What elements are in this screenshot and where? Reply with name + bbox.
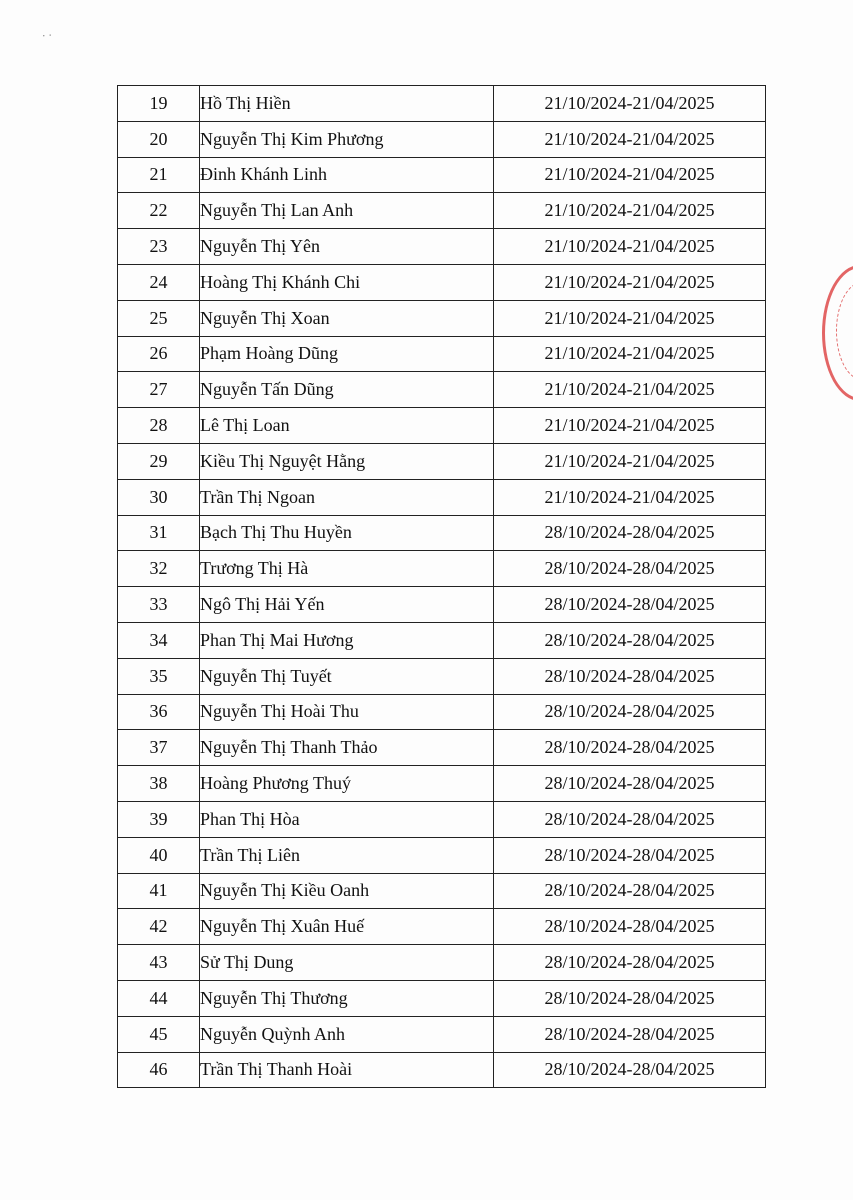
- table-row: [118, 551, 766, 587]
- full-name-cell: Nguyễn Thị Xoan: [200, 300, 494, 336]
- full-name-cell: Sử Thị Dung: [200, 945, 494, 981]
- period-cell: 21/10/2024-21/04/2025: [494, 372, 766, 408]
- table-row: [118, 587, 766, 623]
- row-number-cell: 41: [118, 873, 200, 909]
- period-cell: 21/10/2024-21/04/2025: [494, 408, 766, 444]
- period-cell: 28/10/2024-28/04/2025: [494, 873, 766, 909]
- table-row: [118, 264, 766, 300]
- table-row: [118, 1016, 766, 1052]
- period-cell: 28/10/2024-28/04/2025: [494, 694, 766, 730]
- full-name-cell: Nguyễn Thị Hoài Thu: [200, 694, 494, 730]
- table-row: [118, 837, 766, 873]
- table-row: [118, 801, 766, 837]
- full-name-cell: Kiều Thị Nguyệt Hằng: [200, 443, 494, 479]
- full-name-cell: Nguyễn Thị Yên: [200, 229, 494, 265]
- period-cell: 21/10/2024-21/04/2025: [494, 121, 766, 157]
- row-number-cell: 23: [118, 229, 200, 265]
- table-row: [118, 730, 766, 766]
- row-number-cell: 36: [118, 694, 200, 730]
- full-name-cell: Đinh Khánh Linh: [200, 157, 494, 193]
- full-name-cell: Trần Thị Ngoan: [200, 479, 494, 515]
- table-row: [118, 622, 766, 658]
- period-cell: 21/10/2024-21/04/2025: [494, 479, 766, 515]
- period-cell: 28/10/2024-28/04/2025: [494, 909, 766, 945]
- row-number-cell: 32: [118, 551, 200, 587]
- table-row: [118, 408, 766, 444]
- row-number-cell: 35: [118, 658, 200, 694]
- row-number-cell: 21: [118, 157, 200, 193]
- full-name-cell: Nguyễn Thị Tuyết: [200, 658, 494, 694]
- table-row: [118, 193, 766, 229]
- row-number-cell: 20: [118, 121, 200, 157]
- table-row: [118, 86, 766, 122]
- full-name-cell: Phan Thị Hòa: [200, 801, 494, 837]
- row-number-cell: 37: [118, 730, 200, 766]
- row-number-cell: 24: [118, 264, 200, 300]
- row-number-cell: 33: [118, 587, 200, 623]
- period-cell: 28/10/2024-28/04/2025: [494, 730, 766, 766]
- row-number-cell: 25: [118, 300, 200, 336]
- table-row: [118, 909, 766, 945]
- row-number-cell: 46: [118, 1052, 200, 1088]
- full-name-cell: Nguyễn Tấn Dũng: [200, 372, 494, 408]
- row-number-cell: 31: [118, 515, 200, 551]
- period-cell: 28/10/2024-28/04/2025: [494, 622, 766, 658]
- full-name-cell: Nguyễn Quỳnh Anh: [200, 1016, 494, 1052]
- row-number-cell: 45: [118, 1016, 200, 1052]
- period-cell: 28/10/2024-28/04/2025: [494, 980, 766, 1016]
- row-number-cell: 29: [118, 443, 200, 479]
- row-number-cell: 34: [118, 622, 200, 658]
- period-cell: 28/10/2024-28/04/2025: [494, 1016, 766, 1052]
- period-cell: 21/10/2024-21/04/2025: [494, 336, 766, 372]
- period-cell: 28/10/2024-28/04/2025: [494, 766, 766, 802]
- table-row: [118, 372, 766, 408]
- full-name-cell: Phạm Hoàng Dũng: [200, 336, 494, 372]
- table-row: [118, 300, 766, 336]
- period-cell: 28/10/2024-28/04/2025: [494, 587, 766, 623]
- row-number-cell: 22: [118, 193, 200, 229]
- period-cell: 28/10/2024-28/04/2025: [494, 801, 766, 837]
- full-name-cell: Hồ Thị Hiền: [200, 86, 494, 122]
- table-row: [118, 945, 766, 981]
- table-row: [118, 336, 766, 372]
- full-name-cell: Hoàng Phương Thuý: [200, 766, 494, 802]
- period-cell: 21/10/2024-21/04/2025: [494, 86, 766, 122]
- table-row: [118, 229, 766, 265]
- table-row: [118, 479, 766, 515]
- full-name-cell: Trần Thị Liên: [200, 837, 494, 873]
- row-number-cell: 39: [118, 801, 200, 837]
- full-name-cell: Nguyễn Thị Kim Phương: [200, 121, 494, 157]
- full-name-cell: Trương Thị Hà: [200, 551, 494, 587]
- scan-artifact-mark: · ·: [41, 29, 53, 43]
- period-cell: 21/10/2024-21/04/2025: [494, 229, 766, 265]
- full-name-cell: Lê Thị Loan: [200, 408, 494, 444]
- row-number-cell: 43: [118, 945, 200, 981]
- full-name-cell: Phan Thị Mai Hương: [200, 622, 494, 658]
- table-row: [118, 873, 766, 909]
- table-row: [118, 443, 766, 479]
- full-name-cell: Trần Thị Thanh Hoài: [200, 1052, 494, 1088]
- full-name-cell: Hoàng Thị Khánh Chi: [200, 264, 494, 300]
- period-cell: 28/10/2024-28/04/2025: [494, 837, 766, 873]
- table-row: [118, 515, 766, 551]
- period-cell: 21/10/2024-21/04/2025: [494, 264, 766, 300]
- table-row: [118, 1052, 766, 1088]
- employee-table-body: [118, 86, 766, 1088]
- period-cell: 21/10/2024-21/04/2025: [494, 443, 766, 479]
- full-name-cell: Nguyễn Thị Kiều Oanh: [200, 873, 494, 909]
- table-row: [118, 157, 766, 193]
- period-cell: 28/10/2024-28/04/2025: [494, 945, 766, 981]
- period-cell: 28/10/2024-28/04/2025: [494, 515, 766, 551]
- full-name-cell: Ngô Thị Hải Yến: [200, 587, 494, 623]
- full-name-cell: Nguyễn Thị Xuân Huế: [200, 909, 494, 945]
- row-number-cell: 28: [118, 408, 200, 444]
- full-name-cell: Nguyễn Thị Thương: [200, 980, 494, 1016]
- period-cell: 28/10/2024-28/04/2025: [494, 551, 766, 587]
- period-cell: 28/10/2024-28/04/2025: [494, 1052, 766, 1088]
- table-row: [118, 980, 766, 1016]
- period-cell: 28/10/2024-28/04/2025: [494, 658, 766, 694]
- row-number-cell: 42: [118, 909, 200, 945]
- period-cell: 21/10/2024-21/04/2025: [494, 300, 766, 336]
- row-number-cell: 19: [118, 86, 200, 122]
- row-number-cell: 40: [118, 837, 200, 873]
- full-name-cell: Nguyễn Thị Thanh Thảo: [200, 730, 494, 766]
- row-number-cell: 26: [118, 336, 200, 372]
- table-row: [118, 694, 766, 730]
- period-cell: 21/10/2024-21/04/2025: [494, 193, 766, 229]
- row-number-cell: 30: [118, 479, 200, 515]
- row-number-cell: 44: [118, 980, 200, 1016]
- period-cell: 21/10/2024-21/04/2025: [494, 157, 766, 193]
- full-name-cell: Nguyễn Thị Lan Anh: [200, 193, 494, 229]
- row-number-cell: 38: [118, 766, 200, 802]
- full-name-cell: Bạch Thị Thu Huyền: [200, 515, 494, 551]
- table-row: [118, 121, 766, 157]
- row-number-cell: 27: [118, 372, 200, 408]
- employee-table: [117, 85, 766, 1088]
- table-row: [118, 766, 766, 802]
- table-row: [118, 658, 766, 694]
